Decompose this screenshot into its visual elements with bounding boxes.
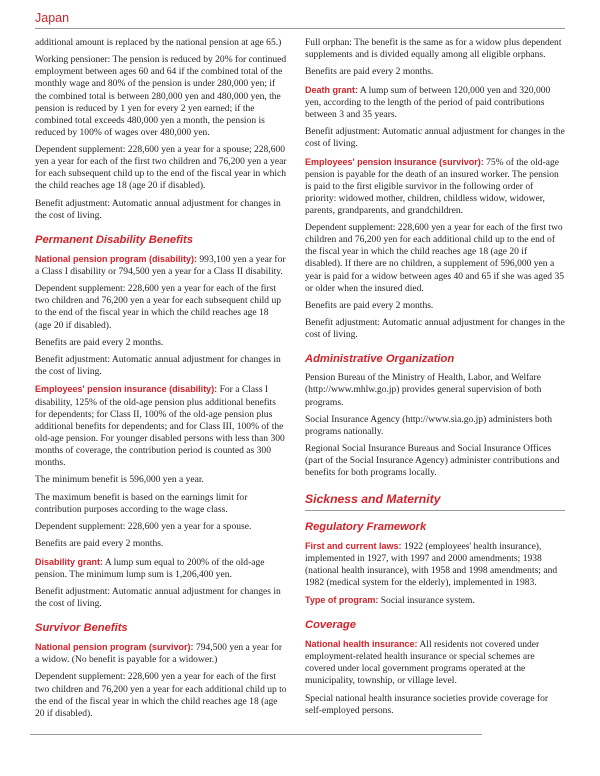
inline-label: First and current laws: (305, 540, 402, 551)
employees-pension-survivor-paragraph: Employees' pension insurance (survivor): 75% of the old-age pension is payable for the death of an insured worker. The pension is paid to the first eligible survivor in the following order of priority: widowed mother, children, childless widow, widower, parents, grandparents, and grandchildren. (305, 156, 559, 216)
section-heading-survivor: Survivor Benefits (35, 622, 128, 635)
paragraph: Benefits are paid every 2 months. (305, 299, 434, 311)
national-pension-disability-paragraph: National pension program (disability): 993,100 yen a year for a Class I disability or 794,500 yen a year for a Class II disability. (35, 253, 286, 277)
paragraph: Pension Bureau of the Ministry of Health, Labor, and Welfare (http://www.mhlw.go.jp) provides general supervision of both programs. (305, 372, 542, 408)
paragraph: Dependent supplement: 228,600 yen a year for a spouse. (35, 520, 252, 532)
program-type-paragraph: Type of program: Social insurance system. (305, 595, 475, 607)
paragraph: additional amount is replaced by the national pension at age 65.) (35, 37, 282, 48)
dependent-supplement-paragraph: Dependent supplement: 228,600 yen a year for a spouse; 228,600 yen a year for each of the first two children and 76,200 yen a year for each subsequent child up to the end of the fiscal year in which the child reaches age 18 (age 20 if disabled). (35, 144, 287, 192)
inline-label: Employees' pension insurance (disability): (35, 384, 218, 395)
paragraph: Benefits are paid every 2 months. (35, 538, 164, 550)
benefit-adjustment-paragraph: Benefit adjustment: Automatic annual adjustment for changes in the cost of living. (35, 197, 281, 221)
paragraph: Benefit adjustment: Automatic annual adjustment for changes in the cost of living. (305, 317, 565, 341)
paragraph: Social Insurance Agency (http://www.sia.go.jp) administers both programs nationally. (305, 413, 553, 437)
section-heading-permanent-disability: Permanent Disability Benefits (35, 233, 193, 246)
paragraph: Full orphan: The benefit is the same as for a widow plus dependent supplements and is divided equally among all eligible orphans. (305, 37, 562, 61)
paragraph: Dependent supplement: 228,600 yen a year for each of the first two children and 76,200 yen a year for each subsequent child up to the end of the fiscal year in which the child reaches age 18 (age 20 if disabled). (35, 283, 282, 331)
header-divider (35, 28, 565, 29)
paragraph: The minimum benefit is 596,000 yen a year. (35, 474, 204, 486)
chapter-heading-sickness-maternity: Sickness and Maternity (305, 492, 565, 511)
right-column (305, 37, 565, 722)
paragraph: Benefit adjustment: Automatic annual adjustment for changes in the cost of living. (305, 126, 565, 150)
paragraph: Benefit adjustment: Automatic annual adjustment for changes in the cost of living. (35, 354, 281, 378)
footer-divider (30, 734, 482, 735)
inline-label: Type of program: (305, 595, 379, 606)
paragraph: Regional Social Insurance Bureaus and Social Insurance Offices (part of the Social Insurance Agency) administer contributions and benefits for both programs locally. (305, 443, 560, 479)
inline-label: National pension program (disability): (35, 253, 198, 264)
paragraph: Dependent supplement: 228,600 yen a year for each of the first two children and 76,200 yen a year for each additional child up to the end of the fiscal year in which the child reaches age 18 (age 20 if disabled). (35, 671, 287, 719)
paragraph: Dependent supplement: 228,600 yen a year for each of the first two children and 76,200 yen for each additional child up to the end of the fiscal year in which the child reaches age 18 (age 20 if disabled). If there are no children, a supplement of 596,000 yen a year is paid for a widow between ages 40 and 65 if she was aged 35 or older when the insured died. (305, 222, 565, 294)
working-pensioner-paragraph: Working pensioner: The pension is reduced by 20% for continued employment between ages 60 and 64 if the combined total of the monthly wage and 80% of the pension is under 280,000 yen; if the combined total is between 280,000 yen and 480,000 yen, the pension is reduced by 1 yen for every 2 yen earned; if the combined total exceeds 480,000 yen a month, the pension is reduced by 100% of wages over 480,000 yen. (35, 54, 287, 138)
laws-paragraph: First and current laws: 1922 (employees' health insurance), implemented in 1927, with 1997 and 2000 amendments; 1938 (national health insurance), with 1958 and 1998 amendments; and 1982 (medical system for the elderly), implemented in 1983. (305, 540, 558, 588)
page-header (35, 10, 565, 29)
section-heading-regulatory: Regulatory Framework (305, 520, 427, 533)
employees-pension-disability-paragraph: Employees' pension insurance (disability): For a Class I disability, 125% of the old-age pension plus additional benefits for dependents; for Class II, 100% of the old-age pension plus additional benefits for dependents; and for Class III, 100% of the old-age pension. For younger disabled persons with less than 300 months of coverage, the contribution period is counted as 300 months. (35, 384, 285, 469)
country-title: Japan (35, 11, 70, 25)
inline-label: National pension program (survivor): (35, 642, 194, 653)
paragraph: The maximum benefit is based on the earnings limit for contribution purposes according to the wage class. (35, 491, 248, 515)
section-heading-administrative: Administrative Organization (305, 353, 455, 366)
paragraph: Benefits are paid every 2 months. (305, 66, 434, 78)
inline-label: National health insurance: (305, 639, 418, 650)
left-column (35, 37, 287, 725)
inline-label: Death grant: (305, 84, 359, 95)
section-heading-coverage: Coverage (305, 619, 356, 632)
national-pension-survivor-paragraph: National pension program (survivor): 794,500 yen a year for a widow. (No benefit is payable for a widower.) (35, 642, 283, 666)
national-health-insurance-paragraph: National health insurance: All residents not covered under employment-related health insurance or special schemes are covered under local government programs operated at the municipality, township, or village level. (305, 639, 540, 687)
paragraph: Benefit adjustment: Automatic annual adjustment for changes in the cost of living. (35, 585, 281, 609)
paragraph: Special national health insurance societies provide coverage for self-employed persons. (305, 692, 549, 716)
disability-grant-paragraph: Disability grant: A lump sum equal to 200% of the old-age pension. The minimum lump sum is 1,206,400 yen. (35, 556, 265, 580)
inline-label: Disability grant: (35, 556, 104, 567)
paragraph: Benefits are paid every 2 months. (35, 336, 164, 348)
inline-label: Employees' pension insurance (survivor): (305, 156, 484, 167)
death-grant-paragraph: Death grant: A lump sum of between 120,000 yen and 320,000 yen, according to the length of the period of paid contributions between 3 and 35 years. (305, 84, 551, 120)
